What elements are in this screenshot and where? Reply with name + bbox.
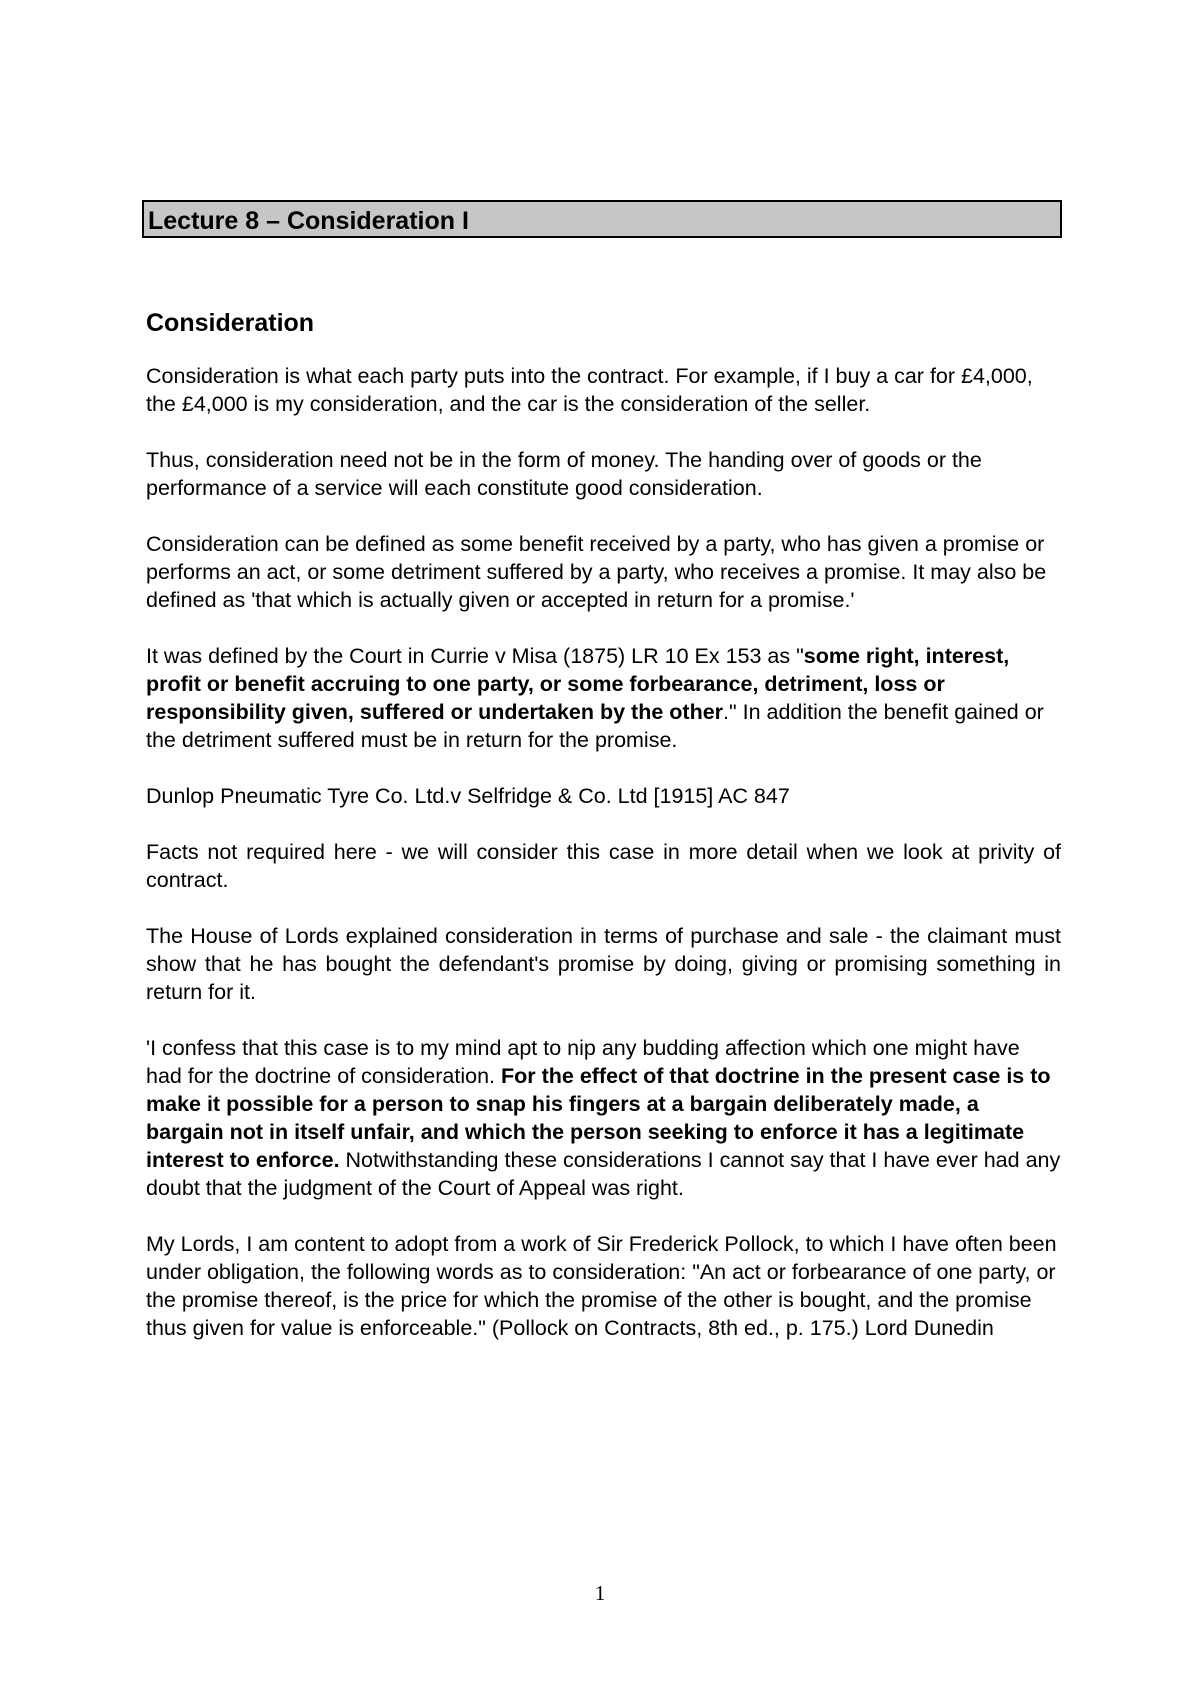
quote-text-before: 'I confess that this case is to my mind apt to nip any budding affection which one might have had for the doctrine of consideration. (146, 1036, 1020, 1088)
lecture-title-box (142, 200, 1062, 238)
paragraph-definition-intro: Consideration is what each party puts into the contract. For example, if I buy a car for £4,000, the £4,000 is my consideration, and the car is the consideration of the seller. (146, 364, 1033, 416)
document-body (146, 306, 1061, 1370)
paragraph-house-of-lords: The House of Lords explained consideration in terms of purchase and sale - the claimant must show that he has bought the defendant's promise by doing, giving or promising something in return for it. (146, 924, 1061, 1004)
paragraph-pollock: My Lords, I am content to adopt from a work of Sir Frederick Pollock, to which I have often been under obligation, the following words as to consideration: "An act or forbearance of one party, or the promise thereof, is the price for which the promise of the other is bought, and the promise thus given for value is enforceable." (Pollock on Contracts, 8th ed., p. 175.) Lord Dunedin (146, 1232, 1057, 1340)
paragraph-dunlop-case: Dunlop Pneumatic Tyre Co. Ltd.v Selfridge & Co. Ltd [1915] AC 847 (146, 784, 790, 808)
paragraph-benefit-detriment: Consideration can be defined as some benefit received by a party, who has given a promise or performs an act, or some detriment suffered by a party, who receives a promise. It may also be defined as 'that which is actually given or accepted in return for a promise.' (146, 532, 1047, 612)
paragraph-quote-dunedin (146, 1034, 1061, 1202)
paragraph-currie-v-misa (146, 642, 1061, 754)
lecture-title: Lecture 8 – Consideration I (148, 207, 469, 235)
currie-definition-bold: some right, interest, profit or benefit accruing to one party, or some forbearance, detriment, loss or responsibility given, suffered or undertaken by the other (146, 644, 1010, 724)
currie-text-after: ." In addition the benefit gained or the detriment suffered must be in return for the promise. (146, 700, 1044, 752)
paragraph-not-money: Thus, consideration need not be in the form of money. The handing over of goods or the performance of a service will each constitute good consideration. (146, 448, 982, 500)
paragraph-facts-note: Facts not required here - we will consider this case in more detail when we look at privity of contract. (146, 840, 1061, 892)
currie-text-before: It was defined by the Court in Currie v Misa (1875) LR 10 Ex 153 as " (146, 644, 804, 668)
section-heading: Consideration (146, 309, 315, 337)
page-number: 1 (594, 1581, 606, 1605)
quote-text-after: Notwithstanding these considerations I cannot say that I have ever had any doubt that the judgment of the Court of Appeal was right. (146, 1148, 1061, 1200)
quote-bold: For the effect of that doctrine in the present case is to make it possible for a person to snap his fingers at a bargain deliberately made, a bargain not in itself unfair, and which the person seeking to enforce it has a legitimate interest to enforce. (146, 1064, 1051, 1172)
